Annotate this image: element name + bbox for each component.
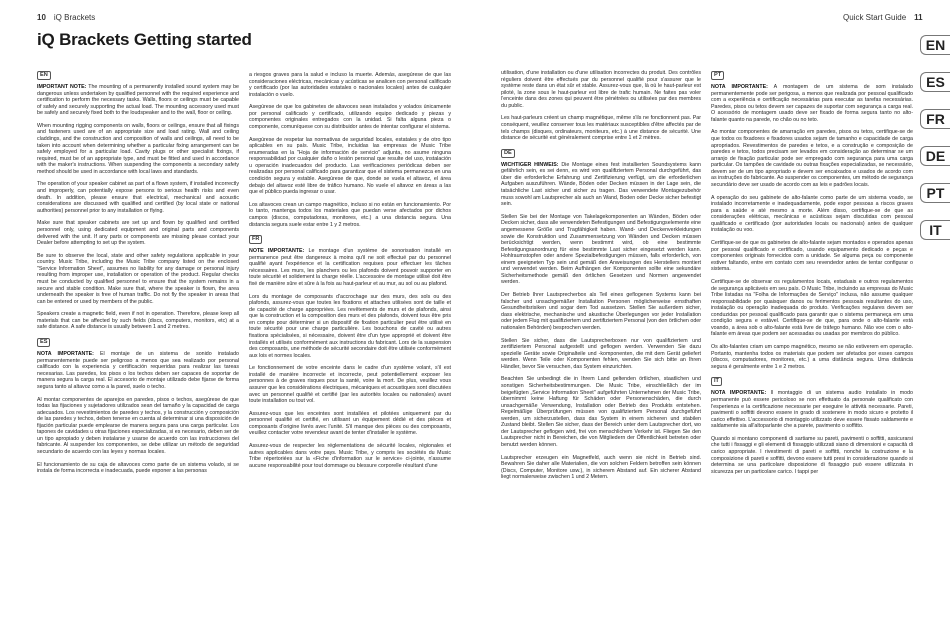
paragraph bbox=[249, 443, 451, 469]
paragraph-lead: WICHTIGER HINWEIS: bbox=[501, 161, 559, 168]
paragraph-text: Le montage d'un système de sonorisation installé en permanence peut être dangereux à moins qu'il ne soit effectué par du personnel qualifié ayant l'expérience et la certification requises pour effectuer les tâches nécessaires. Les murs, les planchers ou les plafonds doivent pouvoir supporter en toute sécurité et solidement la charge réelle. L'accessoire de montage utilisé doit être fixé de manière sûre et sûre à la fois au haut-parleur et au mur, au sol ou au plafond. bbox=[249, 248, 451, 287]
tab-es[interactable]: ES bbox=[920, 72, 950, 92]
paragraph bbox=[501, 455, 701, 481]
paragraph bbox=[711, 240, 913, 273]
paragraph bbox=[249, 411, 451, 437]
paragraph-text: Les haut-parleurs créent un champ magnétique, même s'ils ne fonctionnent pas. Par conséquent, veuillez conserver tous les matériaux susceptibles d'être affectés par de tels champs (disques, ordinateurs, moniteurs, etc.) à une distance de sécurité. Une distance de sécurité est généralement comprise entre 1 et 2 mètres. bbox=[501, 115, 701, 142]
tab-de[interactable]: DE bbox=[920, 146, 950, 166]
paragraph bbox=[37, 84, 239, 117]
pt-section bbox=[711, 84, 913, 370]
paragraph-text: El montaje de un sistema de sonido instalado permanentemente puede ser peligroso a menos que sea realizado por personal calificado con la experiencia y certificación requeridas para realizar las tareas necesarias. Las paredes, los pisos o los techos deben ser capaces de soportar de manera segura la carga real. El accesorio de montaje utilizado debe fijarse de forma segura tanto al altavoz como a la pared, suelo o techo. bbox=[37, 351, 239, 390]
paragraph bbox=[249, 137, 451, 196]
paragraph bbox=[249, 72, 451, 98]
paragraph bbox=[249, 104, 451, 130]
language-tabs bbox=[920, 35, 950, 257]
paragraph bbox=[711, 195, 913, 234]
language-tag-fr: FR bbox=[249, 235, 262, 244]
paragraph bbox=[501, 214, 701, 286]
paragraph-text: Los altavoces crean un campo magnético, incluso si no están en funcionamiento. Por lo tanto, mantenga todos los materiales que puedan verse afectados por dichos campos (discos, computadoras, monitores, etc.) a una distancia segura. Una distancia segura suele estar entre 1 y 2 metros. bbox=[249, 201, 451, 228]
page-header-right bbox=[843, 13, 923, 22]
paragraph bbox=[37, 311, 239, 331]
paragraph-text: Asegúrese de que los gabinetes de altavoces sean instalados y volados únicamente por personal calificado y certificado, utilizando equipo dedicado y piezas y componentes originales entregados con la unidad. Si falta alguna pieza o componente, comuníquese con su distribuidor antes de intentar configurar el sistema. bbox=[249, 104, 451, 131]
paragraph-text: Make sure that speaker cabinets are set up and flown by qualified and certified personnel only, using dedicated equipment and original parts and components delivered with the unit. If any parts or components are missing please contact your Dealer before attempting to set up the system. bbox=[37, 220, 239, 247]
paragraph-lead: NOTA IMPORTANTE: bbox=[711, 390, 767, 397]
page-header-left bbox=[37, 13, 95, 22]
paragraph-text: Stellen Sie sicher, dass die Lautsprecherboxen nur von qualifiziertem und zertifiziertem Personal aufgestellt und geflogen werden. Verwenden Sie dazu spezielle Geräte sowie Originalteile und -komponenten, die mit dem Gerät geliefert werden. Wenn Teile oder Komponenten fehlen, wenden Sie sich bitte an Ihren Händler, bevor Sie versuchen, das System einzurichten. bbox=[501, 337, 701, 370]
es-section bbox=[37, 351, 239, 475]
paragraph-text: The operation of your speaker cabinet as part of a flown system, if installed incorrectly and improperly, can potentially expose persons to serious health risks and even death. In addition, please ensure that electrical, mechanical and acoustic considerations are discussed with qualified and certified (by local state or national authorities) personnel prior to any installation or flying. bbox=[37, 181, 239, 214]
paragraph-text: Stellen Sie bei der Montage von Takelagekomponenten an Wänden, Böden oder Decken sicher, dass alle verwendeten Befestigungen und Befestigungselemente eine angemessene Größe und Tragfähigkeit haben. Wand- und Deckenverkleidungen sowie die Konstruktion und Zusammensetzung von Wänden und Decken müssen berücksichtigt werden, wenn bestimmt wird, ob eine bestimmte Befestigungsanordnung für eine bestimmte Last sicher eingesetzt werden kann. Hohlraumstopfen oder andere Spezialbefestigungen müssen, falls erforderlich, von einem geeigneten Typ sein und gemäß den Anweisungen des Herstellers montiert und verwendet werden. Beim Aufhängen der Komponenten sollte eine sekundäre Sicherheitsmethode gemäß den örtlichen Gesetzen und Normen angewendet werden. bbox=[501, 213, 701, 286]
language-tag-pt: PT bbox=[711, 71, 724, 80]
paragraph-text: Lors du montage de composants d'accrochage sur des murs, des sols ou des plafonds, assurez-vous que toutes les fixations et attaches utilisées sont de taille et de capacité de charge appropriées. Les revêtements de murs et de plafonds, ainsi que la construction et la composition des murs et des plafonds, doivent tous être pris en compte pour déterminer si un dispositif de fixation particulier peut être utilisé en toute sécurité pour une charge particulière. Les bouchons de cavité ou autres fixations spécialisées, si nécessaire, doivent être d'un type approprié et doivent être installés et utilisés conformément aux instructions du fabricant. Lors de la suspension des composants, une méthode de sécurité secondaire doit être utilisée conformément aux lois et normes locales. bbox=[249, 293, 451, 359]
language-tag-es: ES bbox=[37, 338, 50, 347]
paragraph bbox=[37, 181, 239, 214]
paragraph-text: Quando si montano componenti di sartiame su pareti, pavimenti o soffitti, assicurarsi che tutti i fissaggi e gli elementi di fissaggio utilizzati siano di dimensioni e capacità di carico appropriate. I rivestimenti di pareti e soffitti, nonché la costruzione e la composizione di pareti e soffitti, devono essere tutti presi in considerazione quando si determina se una particolare disposizione di fissaggio può essere utilizzata in sicurezza per un particolare carico. I tappi per bbox=[711, 435, 913, 475]
paragraph-lead: NOTE IMPORTANTE: bbox=[249, 248, 305, 255]
paragraph-text: Die Montage eines fest installierten Soundsystems kann gefährlich sein, es sei denn, es wird von qualifiziertem Personal durchgeführt, das über die erforderliche Erfahrung und Zertifizierung verfügt, um die erforderlichen Aufgaben auszuführen. Wände, Böden oder Decken müssen in der Lage sein, die tatsächliche Last sicher und sicher zu tragen. Das verwendete Montagezubehör muss sowohl am Lautsprecher als auch an Wand, Boden oder Decke sicher befestigt sein. bbox=[501, 161, 701, 208]
paragraph bbox=[37, 253, 239, 305]
column-4 bbox=[711, 70, 913, 644]
fr-section-continued bbox=[501, 70, 701, 142]
paragraph-text: Il montaggio di un sistema audio installato in modo permanente può essere pericoloso se non effettuato da personale qualificato con l'esperienza e la certificazione necessarie per eseguire le attività necessarie. Pareti, pavimenti o soffitti devono essere in grado di sostenere in modo sicuro e protetto il carico effettivo. L'accessorio di montaggio utilizzato deve essere fissato saldamente e saldamente sia all'altoparlante che a parete, pavimento o soffitto. bbox=[711, 390, 913, 430]
column-2 bbox=[249, 72, 451, 644]
right-page-number: 11 bbox=[914, 13, 923, 22]
paragraph-text: Beachten Sie unbedingt die in Ihrem Land geltenden örtlichen, staatlichen und sonstigen Sicherheitsbestimmungen. Die Music Tribe, einschließlich der im beigefügten „Service Information Sheet" aufgeführten Unternehmen der Music Tribe, übernimmt keine Haftung für Schäden oder Personenschäden, die durch unsachgemäße Verwendung, Installation oder Betrieb des Produkts entstehen. Regelmäßige Überprüfungen müssen von qualifiziertem Personal durchgeführt werden, um sicherzustellen, dass das System in einem sicheren und stabilen Zustand bleibt. Stellen Sie sicher, dass der Bereich unter dem Lautsprecher dort, wo der Lautsprecher geflogen wird, frei von menschlichem Verkehr ist. Fliegen Sie den Lautsprecher nicht in Bereichen, die von Mitgliedern der Öffentlichkeit betreten oder benutzt werden können. bbox=[501, 376, 701, 448]
paragraph-text: Certifique-se de observar os regulamentos locais, estaduais e outros regulamentos de segurança aplicáveis em seu país. O Music Tribe, incluindo as empresas do Music Tribe listadas na "Folha de Informações de Serviço" inclusa, não assume qualquer responsabilidade por quaisquer danos ou ferimentos pessoais resultantes do uso, instalação ou operação inadequada do produto. Verificações regulares devem ser conduzidas por pessoal qualificado para garantir que o sistema permaneça em uma condição segura e estável. Certifique-se de que, para onde o alto-falante está voando, a área sob o alto-falante está livre de tráfego humano. Não voe com o alto-falante em áreas que podem ser acessadas ou usadas por membros do público. bbox=[711, 278, 913, 338]
paragraph-text: Speakers create a magnetic field, even if not in operation. Therefore, please keep all materials that can be affected by such fields (discs, computers, monitors, etc) at a safe distance. A safe distance is usually between 1 and 2 metres. bbox=[37, 311, 239, 331]
de-section bbox=[501, 162, 701, 481]
fr-section bbox=[249, 248, 451, 469]
paragraph bbox=[711, 390, 913, 429]
paragraph bbox=[249, 365, 451, 404]
paragraph-text: Ao montar componentes de amarração em paredes, pisos ou tetos, certifique-se de que todos os fixadores e fixadores usados sejam de tamanho e capacidade de carga apropriados. Revestimentos de paredes e tetos, e a construção e composição de paredes e tetos, todos precisam ser levados em consideração ao determinar se um arranjo de fixação particular pode ser empregado com segurança para uma carga particular. Os tampões de cavidade ou outras fixações especializadas, se necessário, devem ser de um tipo apropriado e devem ser encaixados e usados de acordo com as instruções do fabricante. Ao suspender os componentes, um método de segurança secundário deve ser usado de acordo com as leis e padrões locais. bbox=[711, 129, 913, 188]
paragraph-text: Assurez-vous que les enceintes sont installées et pilotées uniquement par du personnel qualifié et certifié, en utilisant un équipement dédié et des pièces et composants d'origine livrés avec l'unité. S'il manque des pièces ou des composants, veuillez contacter votre revendeur avant de tenter d'installer le système. bbox=[249, 410, 451, 437]
paragraph bbox=[711, 279, 913, 338]
paragraph-text: Al montar componentes de aparejos en paredes, pisos o techos, asegúrese de que todas las fijaciones y sujetadores utilizados sean del tamaño y la capacidad de carga adecuados. Los revestimientos de paredes y techos, y la construcción y composición de las paredes y techos, deben tenerse en cuenta al determinar si una disposición de fijación particular puede emplearse de manera segura para una carga particular. Los tapones de cavidades u otras fijaciones especializadas, si es necesario, deben ser de un tipo apropiado y deben instalarse y usarse de acuerdo con las instrucciones del fabricante. Al suspender los componentes, se debe utilizar un método de seguridad secundario de acuerdo con las leyes y normas locales. bbox=[37, 396, 239, 456]
paragraph bbox=[711, 436, 913, 475]
left-running-title: iQ Brackets bbox=[53, 13, 96, 22]
tab-en[interactable]: EN bbox=[920, 35, 950, 55]
language-tag-en: EN bbox=[37, 71, 51, 80]
column-3 bbox=[501, 70, 701, 644]
paragraph-text: Assurez-vous de respecter les réglementations de sécurité locales, régionales et autres applicables dans votre pays. Music Tribe, y compris les sociétés du Music Tribe répertoriées sur la «Fiche d'information sur le service» ci-jointe, n'assume aucune responsabilité pour tout dommage ou blessure corporelle résultant d'une bbox=[249, 443, 451, 469]
it-section bbox=[711, 390, 913, 475]
paragraph-text: El funcionamiento de su caja de altavoces como parte de un sistema volado, si se instala de forma incorrecta e inadecuada, puede exponer a las personas bbox=[37, 461, 239, 475]
paragraph bbox=[501, 162, 701, 208]
paragraph-text: The mounting of a permanently installed sound system may be dangerous unless undertaken by qualified personnel with the required experience and certification to perform the necessary tasks. Walls, floors or ceilings must be capable of safely and securely supporting the actual load. The mounting accessory used must be safely and securely fixed both to the loudspeaker and to the wall, floor or ceiling. bbox=[37, 84, 239, 117]
paragraph bbox=[249, 248, 451, 287]
paragraph bbox=[37, 397, 239, 456]
paragraph bbox=[501, 338, 701, 371]
right-running-title: Quick Start Guide bbox=[843, 13, 907, 22]
paragraph-lead: NOTA IMPORTANTE: bbox=[711, 84, 768, 90]
paragraph bbox=[249, 202, 451, 228]
tab-it[interactable]: IT bbox=[920, 220, 950, 240]
paragraph-text: When mounting rigging components on walls, floors or ceilings, ensure that all fixings and fasteners used are of an appropriate size and load rating. Wall and ceiling claddings, and the construction and composition of walls and ceilings, all need to be taken into account when determining whether a particular fixing arrangement can be safely employed for a particular load. Cavity plugs or other specialist fixings, if required, must be of an appropriate type, and must be fitted and used in accordance with the maker's instructions. When suspending the components a secondary safety method should be used in accordance with local laws and standards. bbox=[37, 122, 239, 175]
paragraph-text: Be sure to observe the local, state and other safety regulations applicable in your country. Music Tribe, including the Music Tribe company listed on the enclosed "Service Information Sheet", assumes no liability for any damage or personal injury resulting from improper use, installation or operation of the product. Regular checks must be conducted by qualified personnel to ensure that the system remains in a secure and stable condition. Make sure that, where the speaker is flown, the area underneath the speaker is free of human traffic. Do not fly the speaker in areas that can be entered or used by members of the public. bbox=[37, 252, 239, 305]
paragraph bbox=[711, 84, 913, 123]
paragraph bbox=[711, 344, 913, 370]
paragraph-text: utilisation, d'une installation ou d'une utilisation incorrectes du produit. Des contrôles réguliers doivent être effectués par du personnel qualifié pour s'assurer que le système reste dans un état sûr et stable. Assurez-vous que, là où le haut-parleur est piloté, la zone sous le haut-parleur est libre de trafic humain. Ne faites pas voler l'enceinte dans des zones qui peuvent être pénétrées ou utilisées par des membres du public. bbox=[501, 70, 701, 109]
paragraph-lead: NOTA IMPORTANTE: bbox=[37, 351, 94, 358]
paragraph bbox=[37, 220, 239, 246]
paragraph bbox=[501, 115, 701, 141]
paragraph bbox=[37, 123, 239, 175]
tab-fr[interactable]: FR bbox=[920, 109, 950, 129]
paragraph bbox=[249, 294, 451, 359]
language-tag-de: DE bbox=[501, 149, 515, 158]
paragraph bbox=[501, 70, 701, 109]
paragraph-text: A montagem de um sistema de som instalado permanentemente pode ser perigosa, a menos que realizada por pessoal qualificado com a experiência e certificação necessárias para executar as tarefas necessárias. Paredes, pisos ou tetos devem ser capazes de suportar com segurança a carga real. O acessório de montagem usado deve ser fixado de forma segura tanto no alto-falante quanto na parede, no chão ou no teto. bbox=[711, 84, 913, 123]
language-tag-it: IT bbox=[711, 377, 722, 386]
paragraph-text: Asegúrese de respetar las normativas de seguridad locales, estatales y de otro tipo aplicables en su país. Music Tribe, incluidas las empresas de Music Tribe enumeradas en la "Hoja de información de servicio" adjunta, no asume ninguna responsabilidad por cualquier daño o lesión personal que resulte del uso, instalación u operación inadecuados del producto. Las verificaciones periódicas deben ser realizadas por personal calificado para garantizar que el sistema permanezca en una condición segura y estable. Asegúrese de que, donde se vuela el altavoz, el área debajo del altavoz esté libre de tráfico humano. No vuele el altavoz en áreas a las que el público pueda ingresar o usar. bbox=[249, 136, 451, 196]
tab-pt[interactable]: PT bbox=[920, 183, 950, 203]
paragraph bbox=[501, 376, 701, 448]
paragraph bbox=[37, 462, 239, 475]
paragraph-lead: IMPORTANT NOTE: bbox=[37, 84, 87, 90]
paragraph-text: Os alto-falantes criam um campo magnético, mesmo se não estiverem em operação. Portanto, mantenha todos os materiais que podem ser afetados por esses campos (discos, computadores, monitores, etc.) a uma distância segura. Uma distância segura é geralmente entre 1 e 2 metros. bbox=[711, 344, 913, 370]
paragraph-text: Lautsprecher erzeugen ein Magnetfeld, auch wenn sie nicht in Betrieb sind. Bewahren Sie daher alle Materialien, die von solchen Feldern betroffen sein können (Discs, Computer, Monitore usw.), in sicherem Abstand auf. Ein sicherer Abstand liegt normalerweise zwischen 1 und 2 Metern. bbox=[501, 454, 701, 481]
es-section-continued bbox=[249, 72, 451, 228]
column-1 bbox=[37, 70, 239, 644]
paragraph-text: a riesgos graves para la salud e incluso la muerte. Además, asegúrese de que las consideraciones eléctricas, mecánicas y acústicas se analicen con personal calificado y certificado (por las autoridades estatales o nacionales locales) antes de cualquier instalación o vuelo. bbox=[249, 72, 451, 98]
left-page-number: 10 bbox=[37, 13, 46, 22]
page-title: iQ Brackets Getting started bbox=[37, 30, 252, 49]
paragraph-text: Der Betrieb Ihrer Lautsprecherbox als Teil eines geflogenen Systems kann bei falscher und unsachgemäßer Installation Personen möglicherweise ernsthaften Gesundheitsrisiken und sogar dem Tod aussetzen. Stellen Sie außerdem sicher, dass elektrische, mechanische und akustische Überlegungen vor jeder Installation oder jedem Flug mit qualifiziertem und zertifiziertem Personal (von den örtlichen oder nationalen Behörden) besprochen werden. bbox=[501, 292, 701, 331]
paragraph-text: Le fonctionnement de votre enceinte dans le cadre d'un système volant, s'il est installé de manière incorrecte et incorrecte, peut potentiellement exposer les personnes à de graves risques pour la santé, voire la mort. De plus, veuillez vous assurer que les considérations électriques, mécaniques et acoustiques sont discutées avec un personnel qualifié et certifié (par les autorités locales ou nationales) avant toute installation ou tout vol. bbox=[249, 365, 451, 405]
paragraph-text: A operação do seu gabinete de alto-falante como parte de um sistema voado, se instalado incorretamente e inadequadamente, pode expor pessoas a riscos graves para a saúde e até mesmo a morte. Além disso, certifique-se de que as considerações elétricas, mecânicas e acústicas sejam discutidas com pessoal qualificado e certificado (por autoridades locais ou nacionais) antes de qualquer instalação ou voo. bbox=[711, 194, 913, 234]
paragraph bbox=[501, 292, 701, 331]
paragraph bbox=[37, 351, 239, 390]
paragraph-text: Certifique-se de que os gabinetes de alto-falante sejam montados e operados apenas por pessoal qualificado e certificado, usando equipamento dedicado e peças e componentes originais fornecidos com a unidade. Se alguma peça ou componente estiver faltando, entre em contato com seu revendedor antes de tentar configurar o sistema. bbox=[711, 240, 913, 273]
en-section bbox=[37, 84, 239, 331]
paragraph bbox=[711, 129, 913, 188]
